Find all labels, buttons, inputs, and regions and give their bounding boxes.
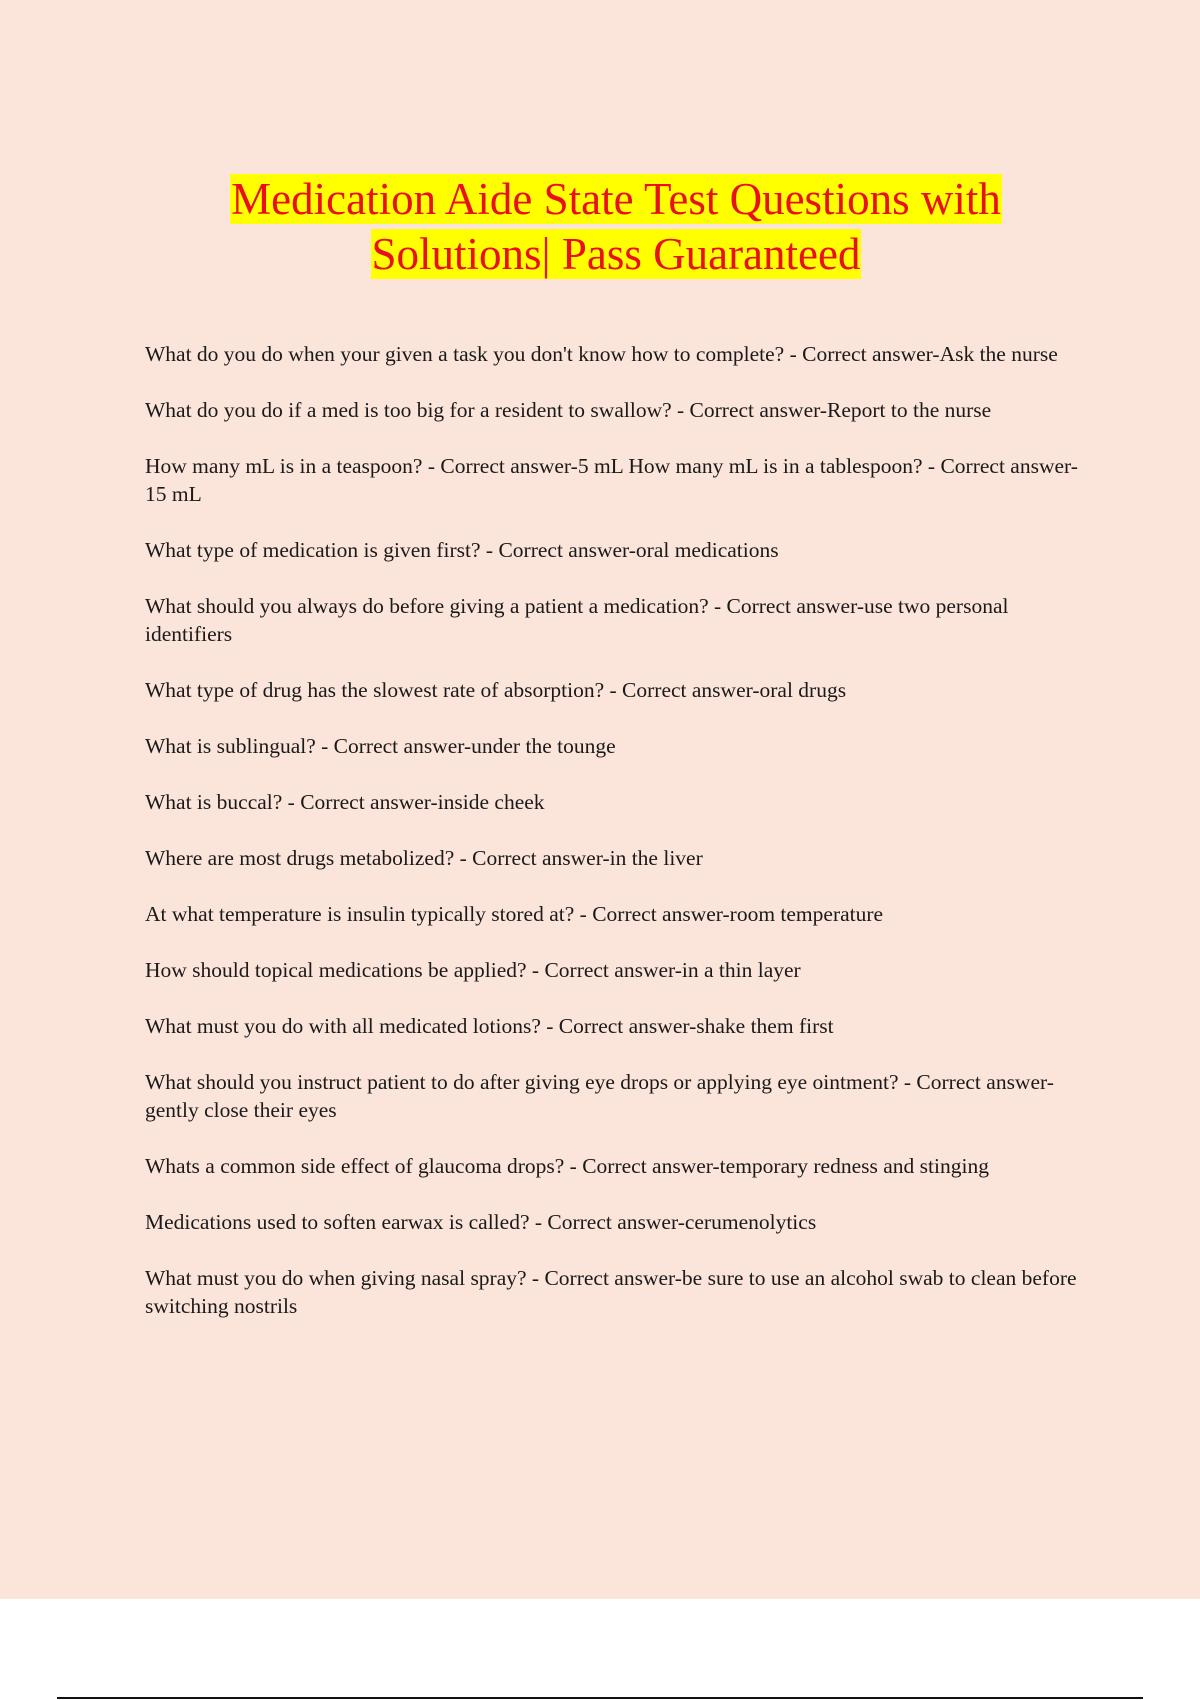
qa-item: What should you instruct patient to do after giving eye drops or applying eye ointment? - Correct answer-gently close their eyes [145,1070,1054,1122]
qa-item: What type of medication is given first? - Correct answer-oral medications [145,538,779,562]
document-title [120,172,1112,282]
qa-item: How many mL is in a teaspoon? - Correct answer-5 mL How many mL is in a tablespoon? - Correct answer-15 mL [145,454,1078,506]
qa-item: What is buccal? - Correct answer-inside cheek [145,790,545,814]
qa-item: What do you do if a med is too big for a resident to swallow? - Correct answer-Report to the nurse [145,398,992,422]
qa-item: What should you always do before giving a patient a medication? - Correct answer-use two personal identifiers [145,594,1009,646]
qa-item: What is sublingual? - Correct answer-under the tounge [145,734,616,758]
qa-item: At what temperature is insulin typically stored at? - Correct answer-room temperature [145,902,884,926]
title-line-1: Medication Aide State Test Questions with [231,174,1001,224]
footer-divider [57,1697,1143,1699]
qa-item: How should topical medications be applied? - Correct answer-in a thin layer [145,958,801,982]
qa-item: What type of drug has the slowest rate of absorption? - Correct answer-oral drugs [145,678,847,702]
title-line-2: Solutions| Pass Guaranteed [371,229,861,279]
qa-list [145,340,1095,1348]
qa-item: Medications used to soften earwax is called? - Correct answer-cerumenolytics [145,1210,817,1234]
qa-item: Where are most drugs metabolized? - Correct answer-in the liver [145,846,703,870]
qa-item: What must you do when giving nasal spray? - Correct answer-be sure to use an alcohol swab to clean before switching nostrils [145,1266,1077,1318]
qa-item: What do you do when your given a task you don't know how to complete? - Correct answer-Ask the nurse [145,342,1058,366]
qa-item: What must you do with all medicated lotions? - Correct answer-shake them first [145,1014,834,1038]
qa-item: Whats a common side effect of glaucoma drops? - Correct answer-temporary redness and stinging [145,1154,989,1178]
